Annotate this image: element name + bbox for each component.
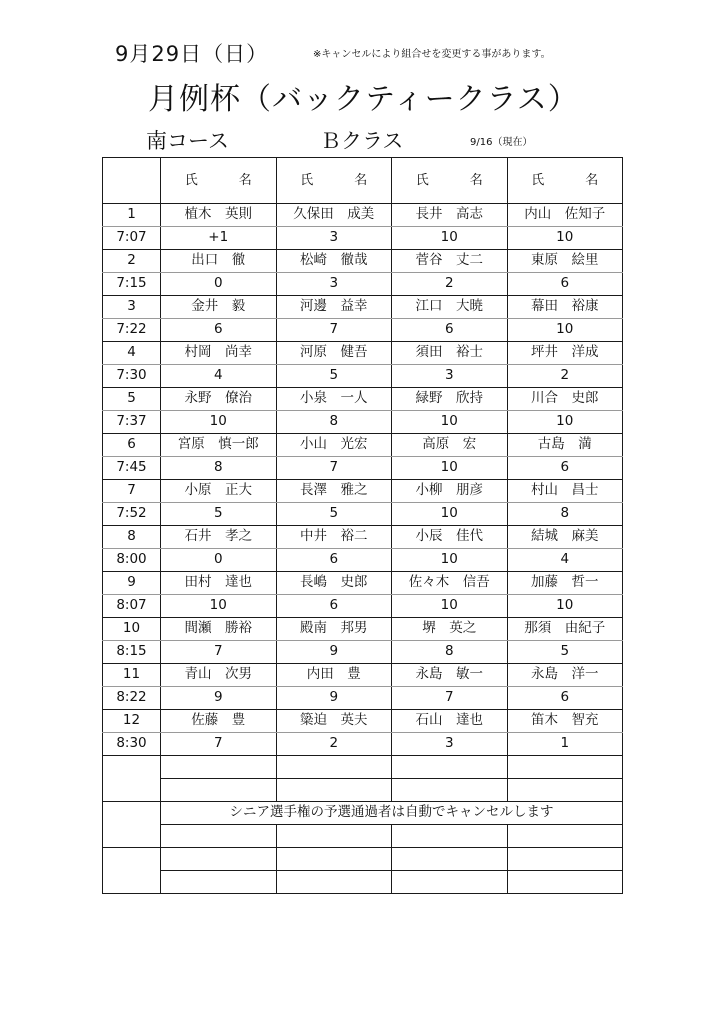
page-title: 月例杯（バックティークラス） (148, 82, 579, 117)
player-name: 石山 達也 (392, 710, 508, 733)
class-name: Ｂクラス (320, 129, 404, 153)
player-name: 長井 高志 (392, 204, 508, 227)
group-handicap-row (103, 503, 623, 526)
player-name: 佐藤 豊 (161, 710, 277, 733)
empty-cell (161, 825, 277, 848)
as-of-date: 9/16（現在） (470, 137, 533, 148)
player-name: 幕田 裕康 (507, 296, 623, 319)
player-handicap: 0 (161, 273, 277, 296)
group-number: 4 (103, 342, 161, 365)
player-handicap: 5 (161, 503, 277, 526)
group-name-row (103, 388, 623, 411)
player-name: 須田 裕士 (392, 342, 508, 365)
player-handicap: 2 (392, 273, 508, 296)
player-name: 永島 敏一 (392, 664, 508, 687)
player-handicap: 8 (276, 411, 392, 434)
group-handicap-row (103, 319, 623, 342)
group-name-row (103, 204, 623, 227)
player-handicap: 10 (392, 411, 508, 434)
player-name: 青山 次男 (161, 664, 277, 687)
header-row (103, 158, 623, 204)
empty-row (103, 871, 623, 894)
player-name: 長澤 雅之 (276, 480, 392, 503)
player-handicap: 10 (507, 595, 623, 618)
player-name: 江口 大暁 (392, 296, 508, 319)
player-name: 村岡 尚幸 (161, 342, 277, 365)
change-notice: ※キャンセルにより組合せを変更する事があります。 (313, 49, 551, 60)
player-handicap: 6 (507, 687, 623, 710)
group-name-row (103, 710, 623, 733)
name-header (161, 158, 277, 204)
player-name: 笛木 智充 (507, 710, 623, 733)
player-name: 小山 光宏 (276, 434, 392, 457)
player-handicap: 8 (507, 503, 623, 526)
player-handicap: 7 (276, 319, 392, 342)
group-name-row (103, 664, 623, 687)
player-handicap: 4 (507, 549, 623, 572)
group-number: 11 (103, 664, 161, 687)
empty-cell (507, 825, 623, 848)
empty-cell (276, 756, 392, 779)
group-handicap-row (103, 457, 623, 480)
player-name: 松崎 徹哉 (276, 250, 392, 273)
player-handicap: 10 (392, 457, 508, 480)
player-handicap: 6 (276, 595, 392, 618)
player-handicap: 2 (276, 733, 392, 756)
empty-cell (507, 871, 623, 894)
player-handicap: 10 (392, 227, 508, 250)
empty-cell (276, 848, 392, 871)
player-name: 内山 佐知子 (507, 204, 623, 227)
name-header-label: 氏 名 (300, 172, 382, 188)
empty-cell (276, 825, 392, 848)
empty-cell (392, 825, 508, 848)
player-handicap: 3 (276, 227, 392, 250)
player-handicap: 10 (161, 595, 277, 618)
group-name-row (103, 480, 623, 503)
group-number: 6 (103, 434, 161, 457)
group-name-row (103, 618, 623, 641)
player-name: 田村 達也 (161, 572, 277, 595)
player-handicap: 10 (507, 411, 623, 434)
tee-time: 7:07 (103, 227, 161, 250)
player-handicap: 3 (276, 273, 392, 296)
player-name: 川合 史郎 (507, 388, 623, 411)
name-header-label: 氏 名 (415, 172, 497, 188)
name-header (507, 158, 623, 204)
player-name: 那須 由紀子 (507, 618, 623, 641)
empty-row (103, 802, 623, 825)
player-name: 植木 英則 (161, 204, 277, 227)
player-handicap: 10 (392, 595, 508, 618)
player-name: 小辰 佳代 (392, 526, 508, 549)
empty-cell (507, 848, 623, 871)
header-corner-cell (103, 158, 161, 204)
empty-cell (276, 779, 392, 802)
player-name: 中井 裕二 (276, 526, 392, 549)
empty-group-cell (103, 802, 161, 848)
player-handicap: 9 (161, 687, 277, 710)
group-handicap-row (103, 365, 623, 388)
name-header (392, 158, 508, 204)
group-number: 9 (103, 572, 161, 595)
group-name-row (103, 572, 623, 595)
player-handicap: 0 (161, 549, 277, 572)
tee-time: 7:45 (103, 457, 161, 480)
player-handicap: 7 (161, 733, 277, 756)
empty-cell (392, 871, 508, 894)
player-handicap: 2 (507, 365, 623, 388)
empty-cell (161, 779, 277, 802)
player-name: 河邊 益幸 (276, 296, 392, 319)
group-name-row (103, 434, 623, 457)
player-name: 永野 僚治 (161, 388, 277, 411)
player-handicap: +1 (161, 227, 277, 250)
name-header (276, 158, 392, 204)
empty-cell (392, 756, 508, 779)
player-handicap: 9 (276, 687, 392, 710)
empty-cell (161, 756, 277, 779)
player-handicap: 7 (392, 687, 508, 710)
player-name: 結城 麻美 (507, 526, 623, 549)
player-name: 村山 昌士 (507, 480, 623, 503)
player-name: 高原 宏 (392, 434, 508, 457)
tee-time: 7:15 (103, 273, 161, 296)
tee-time: 7:30 (103, 365, 161, 388)
player-handicap: 10 (161, 411, 277, 434)
senior-notice: シニア選手権の予選通過者は自動でキャンセルします (161, 802, 623, 825)
player-name: 佐々木 信吾 (392, 572, 508, 595)
tee-time: 7:37 (103, 411, 161, 434)
player-name: 小原 正大 (161, 480, 277, 503)
group-name-row (103, 250, 623, 273)
empty-cell (507, 756, 623, 779)
player-handicap: 6 (392, 319, 508, 342)
tee-time: 8:22 (103, 687, 161, 710)
player-name: 間瀬 勝裕 (161, 618, 277, 641)
tee-time: 8:30 (103, 733, 161, 756)
player-name: 永島 洋一 (507, 664, 623, 687)
group-name-row (103, 342, 623, 365)
empty-cell (392, 848, 508, 871)
tee-time: 7:22 (103, 319, 161, 342)
player-name: 出口 徹 (161, 250, 277, 273)
empty-row (103, 825, 623, 848)
group-number: 3 (103, 296, 161, 319)
group-number: 10 (103, 618, 161, 641)
group-handicap-row (103, 227, 623, 250)
empty-cell (507, 779, 623, 802)
player-handicap: 5 (507, 641, 623, 664)
player-name: 古島 満 (507, 434, 623, 457)
group-number: 8 (103, 526, 161, 549)
player-name: 菅谷 丈二 (392, 250, 508, 273)
player-name: 小泉 一人 (276, 388, 392, 411)
player-name: 加藤 哲一 (507, 572, 623, 595)
empty-row (103, 779, 623, 802)
player-handicap: 3 (392, 733, 508, 756)
event-date: 9月29日（日） (115, 42, 269, 66)
empty-row (103, 848, 623, 871)
player-name: 簗迫 英夫 (276, 710, 392, 733)
group-handicap-row (103, 411, 623, 434)
player-handicap: 6 (507, 273, 623, 296)
group-handicap-row (103, 549, 623, 572)
name-header-label: 氏 名 (184, 172, 266, 188)
name-header-label: 氏 名 (531, 172, 613, 188)
player-handicap: 8 (161, 457, 277, 480)
group-number: 2 (103, 250, 161, 273)
player-name: 東原 絵里 (507, 250, 623, 273)
empty-cell (161, 848, 277, 871)
player-handicap: 7 (161, 641, 277, 664)
player-handicap: 10 (507, 227, 623, 250)
player-name: 内田 豊 (276, 664, 392, 687)
empty-row (103, 756, 623, 779)
player-name: 久保田 成美 (276, 204, 392, 227)
course-name: 南コース (146, 129, 229, 153)
player-name: 殿南 邦男 (276, 618, 392, 641)
player-handicap: 5 (276, 503, 392, 526)
player-handicap: 1 (507, 733, 623, 756)
player-handicap: 6 (161, 319, 277, 342)
pairing-table-body (103, 158, 623, 894)
group-number: 12 (103, 710, 161, 733)
group-handicap-row (103, 595, 623, 618)
pairing-table (102, 157, 623, 894)
group-handicap-row (103, 273, 623, 296)
empty-cell (161, 871, 277, 894)
player-handicap: 10 (392, 549, 508, 572)
player-name: 宮原 慎一郎 (161, 434, 277, 457)
player-handicap: 10 (507, 319, 623, 342)
player-handicap: 5 (276, 365, 392, 388)
player-handicap: 9 (276, 641, 392, 664)
group-number: 5 (103, 388, 161, 411)
group-name-row (103, 526, 623, 549)
group-handicap-row (103, 641, 623, 664)
player-name: 長嶋 史郎 (276, 572, 392, 595)
empty-cell (276, 871, 392, 894)
player-handicap: 6 (276, 549, 392, 572)
player-handicap: 3 (392, 365, 508, 388)
player-name: 緑野 欣持 (392, 388, 508, 411)
player-handicap: 8 (392, 641, 508, 664)
player-handicap: 4 (161, 365, 277, 388)
player-handicap: 6 (507, 457, 623, 480)
player-name: 河原 健吾 (276, 342, 392, 365)
empty-cell (392, 779, 508, 802)
player-handicap: 7 (276, 457, 392, 480)
tee-time: 8:00 (103, 549, 161, 572)
tee-time: 8:07 (103, 595, 161, 618)
empty-group-cell (103, 756, 161, 802)
tee-time: 8:15 (103, 641, 161, 664)
player-name: 堺 英之 (392, 618, 508, 641)
player-name: 金井 毅 (161, 296, 277, 319)
group-handicap-row (103, 687, 623, 710)
group-name-row (103, 296, 623, 319)
player-name: 石井 孝之 (161, 526, 277, 549)
group-number: 7 (103, 480, 161, 503)
player-handicap: 10 (392, 503, 508, 526)
tee-time: 7:52 (103, 503, 161, 526)
player-name: 小柳 朋彦 (392, 480, 508, 503)
empty-group-cell (103, 848, 161, 894)
group-handicap-row (103, 733, 623, 756)
player-name: 坪井 洋成 (507, 342, 623, 365)
group-number: 1 (103, 204, 161, 227)
